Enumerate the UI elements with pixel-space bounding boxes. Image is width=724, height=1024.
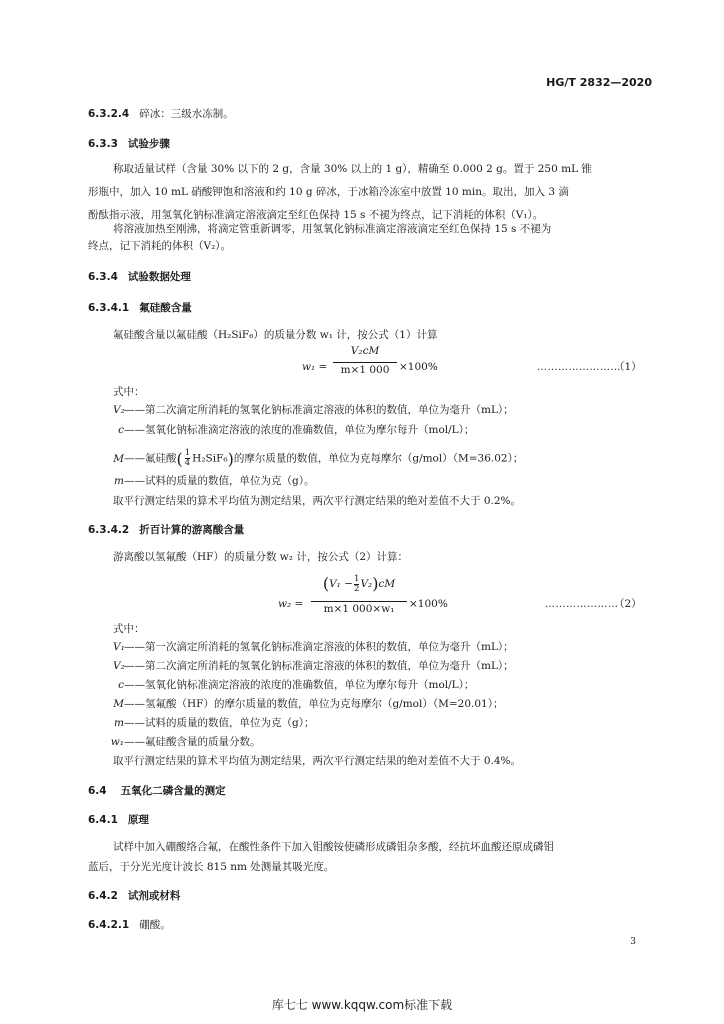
paragraph-line: 酚酞指示液，用氢氧化钠标准滴定溶液滴定至红色保持 15 s 不褪为终点，记下消耗的体积（V₁）。 <box>88 209 544 221</box>
clause-text: 碎冰：三级水冻制。 <box>139 108 234 120</box>
definition-item <box>113 641 514 654</box>
formula-intro: 游离酸以氢氟酸（HF）的质量分数 w₂ 计，按公式（2）计算： <box>113 551 408 563</box>
paragraph-line: 终点，记下消耗的体积（V₂）。 <box>88 240 232 252</box>
definition-text: ——氢氟酸（HF）的摩尔质量的数值，单位为克每摩尔（g/mol）（M=20.01）； <box>124 698 504 710</box>
heading-title: 折百计算的游离酸含量 <box>139 524 245 536</box>
heading-6-3-4-2 <box>88 522 244 537</box>
heading-number: 6.3.4 <box>88 271 118 283</box>
inline-fraction-den: 4 <box>184 458 191 468</box>
heading-number: 6.3.3 <box>88 138 118 150</box>
numerator-part-b: V₂ <box>360 578 373 590</box>
half-fraction <box>354 575 359 594</box>
definition-symbol: V₂ <box>113 404 125 416</box>
heading-6-3-4 <box>88 269 191 284</box>
inline-fraction <box>185 449 190 468</box>
half-fraction-num: 1 <box>354 573 360 584</box>
heading-6-4-1 <box>88 812 149 827</box>
heading-title: 试剂或材料 <box>127 890 181 902</box>
definition-item <box>113 404 514 417</box>
definition-symbol: M <box>113 452 124 465</box>
definition-symbol: m <box>114 717 124 729</box>
heading-6-3-4-1 <box>88 300 192 315</box>
definition-text: ——第二次滴定所消耗的氢氧化钠标准滴定溶液的体积的数值，单位为毫升（mL）； <box>124 404 514 416</box>
definition-item <box>113 424 474 437</box>
definition-text: ——氢氧化钠标准滴定溶液的浓度的准确数值，单位为摩尔每升（mol/L）； <box>124 679 475 691</box>
paragraph-line: 形瓶中，加入 10 mL 硝酸钾饱和溶液和约 10 g 碎冰，于冰箱冷冻室中放置 10 min。取出，加入 3 滴 <box>88 186 569 198</box>
definition-item <box>113 717 314 730</box>
fraction-bar <box>333 362 397 363</box>
definition-text-b: 的摩尔质量的数值，单位为克每摩尔（g/mol）（M=36.02）； <box>233 452 524 465</box>
where-label: 式中： <box>113 386 145 398</box>
formula-number: （2） <box>614 598 642 610</box>
formula-lhs: w₁ = <box>302 361 328 373</box>
definition-symbol: c <box>118 424 124 436</box>
formula-leader-dots: ………………… <box>545 599 619 610</box>
formula-suffix: ×100% <box>409 598 448 610</box>
clause-6-3-2-4 <box>88 106 234 121</box>
paren-open: ( <box>322 574 330 593</box>
heading-title: 氟硅酸含量 <box>139 302 192 314</box>
half-fraction-den: 2 <box>354 583 360 594</box>
result-text: 取平行测定结果的算术平均值为测定结果，两次平行测定结果的绝对差值不大于 0.4%。 <box>113 755 522 767</box>
heading-title: 五氧化二磷含量的测定 <box>120 785 226 797</box>
fraction-denominator: m×1 000 <box>340 364 390 376</box>
definition-item <box>113 449 523 468</box>
definition-item <box>113 698 503 711</box>
clause-6-4-2-1 <box>88 917 171 932</box>
definition-text: ——第一次滴定所消耗的氢氧化钠标准滴定溶液的体积的数值，单位为毫升（mL）； <box>124 641 514 653</box>
paren-open: ( <box>176 449 183 469</box>
formula-intro: 氟硅酸含量以氟硅酸（H₂SiF₆）的质量分数 w₁ 计，按公式（1）计算 <box>113 329 438 341</box>
heading-number: 6.4 <box>88 785 107 797</box>
heading-number: 6.4.1 <box>88 814 118 826</box>
heading-number: 6.3.4.1 <box>88 302 130 314</box>
definition-symbol: m <box>114 475 124 487</box>
inline-fraction-num: 1 <box>184 448 191 458</box>
standard-code: HG/T 2832—2020 <box>546 76 652 89</box>
definition-symbol: M <box>113 698 124 710</box>
heading-number: 6.4.2 <box>88 890 118 902</box>
formula-fraction <box>333 345 397 379</box>
formula-fraction <box>311 570 407 616</box>
paragraph-line: 称取适量试样（含量 30% 以下的 2 g，含量 30% 以上的 1 g），精确至 0.000 2 g。置于 250 mL 锥 <box>113 163 592 175</box>
paren-close: ) <box>227 449 234 469</box>
heading-title: 原理 <box>127 814 149 826</box>
heading-title: 试验步骤 <box>127 138 170 150</box>
numerator-part-a: V₁ − <box>329 578 354 590</box>
definition-item <box>113 679 474 692</box>
clause-number: 6.4.2.1 <box>88 919 130 931</box>
formula-leader-dots: …………………… <box>537 362 621 373</box>
fraction-numerator: V₂cM <box>350 345 380 357</box>
definition-item <box>113 475 314 488</box>
heading-6-4-2 <box>88 888 180 903</box>
clause-text: 硼酸。 <box>139 919 171 931</box>
definition-text: ——氟硅酸含量的质量分数。 <box>124 736 261 748</box>
definition-formula: H₂SiF₆ <box>192 452 228 465</box>
definition-item <box>113 660 514 673</box>
definition-text-a: ——氟硅酸 <box>124 452 177 465</box>
formula-suffix: ×100% <box>399 361 438 373</box>
numerator-part-c: cM <box>378 578 396 590</box>
definition-text: ——第二次滴定所消耗的氢氧化钠标准滴定溶液的体积的数值，单位为毫升（mL）； <box>124 660 514 672</box>
paragraph-line: 蓝后，于分光光度计波长 815 nm 处测量其吸光度。 <box>88 861 335 873</box>
definition-item <box>107 736 261 749</box>
definition-symbol: V₁ <box>113 641 125 653</box>
definition-text: ——试料的质量的数值，单位为克（g）； <box>124 717 315 729</box>
paragraph-line: 试样中加入硼酸络合氟，在酸性条件下加入钼酸铵使磷形成磷钼杂多酸，经抗坏血酸还原成磷钼 <box>113 841 554 853</box>
clause-number: 6.3.2.4 <box>88 108 130 120</box>
definition-text: ——氢氧化钠标准滴定溶液的浓度的准确数值，单位为摩尔每升（mol/L）； <box>124 424 475 436</box>
definition-symbol: c <box>118 679 124 691</box>
fraction-denominator: m×1 000×w₁ <box>323 603 395 615</box>
fraction-bar <box>311 601 407 602</box>
result-text: 取平行测定结果的算术平均值为测定结果，两次平行测定结果的绝对差值不大于 0.2%。 <box>113 495 522 507</box>
formula-number: （1） <box>614 361 642 373</box>
definition-symbol: V₂ <box>113 660 125 672</box>
heading-6-3-3 <box>88 136 170 151</box>
definition-text: ——试料的质量的数值，单位为克（g）。 <box>124 475 315 487</box>
fraction-numerator <box>311 574 407 594</box>
footer-text: 库七七 www.kqqw.com标准下载 <box>271 998 453 1012</box>
where-label: 式中： <box>113 623 145 635</box>
heading-6-4 <box>88 783 226 798</box>
heading-number: 6.3.4.2 <box>88 524 130 536</box>
definition-symbol: w₁ <box>110 736 124 748</box>
paragraph-line: 将溶液加热至刚沸，将滴定管重新调零，用氢氧化钠标准滴定溶液滴定至红色保持 15 s 不褪为 <box>113 223 552 235</box>
page-number: 3 <box>630 937 636 947</box>
heading-title: 试验数据处理 <box>127 271 191 283</box>
formula-lhs: w₂ = <box>278 598 304 610</box>
paren-close: ) <box>372 574 379 593</box>
